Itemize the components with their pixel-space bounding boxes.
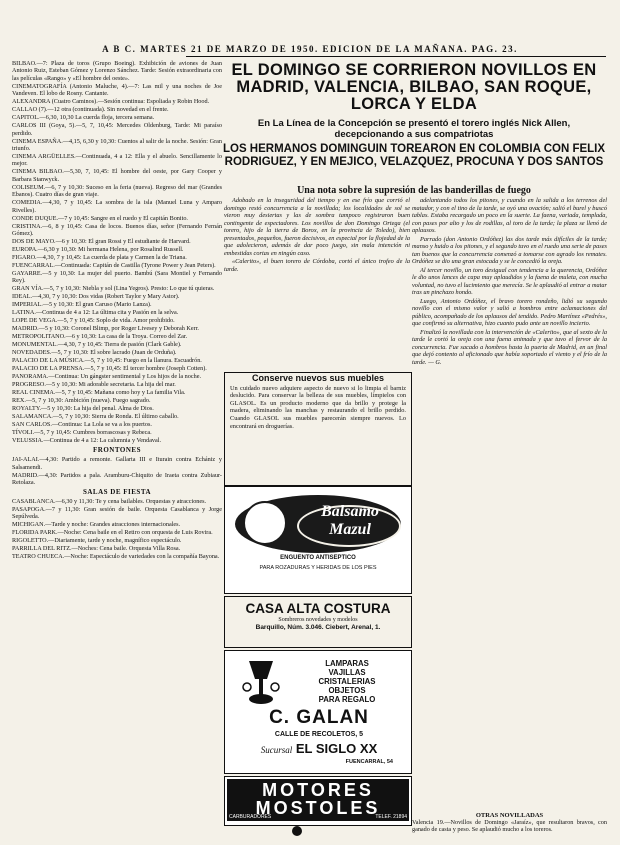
listing-entry: GAYARRE.—5 y 10,30: La mujer del puerto. Bambú (Sara Montiel y Fernando Rey). <box>12 270 222 285</box>
listing-entry: GRAN VÍA.—5, 7 y 10,30: Niebla y sol (Lina Yegros). Presto: Lo que tú quieras. <box>12 285 215 293</box>
listing-entry: REX.—5, 7 y 10,30: Ambición (nueva). Fuego sagrado. <box>12 397 151 405</box>
balsamo-badge-icon <box>243 501 287 545</box>
header-rule <box>186 56 606 57</box>
listing-entry: IDEAL.—4,30, 7 y 10,30: Dos vidas (Robert Taylor y Mary Astor). <box>12 293 180 301</box>
listing-entry: COMEDIA.—4,30, 7 y 10,45: La sombra de la isla (Manuel Luna y Amparo Rivelles). <box>12 199 222 214</box>
balsamo-brand-1: Balsamo <box>321 503 379 520</box>
article-paragraph: Al tercer novillo, un toro desigual con tendencia a la querencia, Ordóñez le dio unos lances de capa muy aplaudidos y la faena de muleta, con mucha voluntad, no tuvo el lucimiento que merecía. Se le aplaudió al entrar a matar tras un pinchazo hondo. <box>412 266 607 296</box>
galan-goods-item: LAMPARAS <box>325 659 369 668</box>
article-paragraph: Finalizó la novillada con la intervención de «Calerito», que al sexto de la tarde le cortó la oreja con una faena animada y que tuvo el fervor de la concurrencia. Fue sacado a hombros hasta la puerta de Madrid, en un final que dejó contento al aficionado que había soportado el viento y el frío de la tarde. — G. <box>412 328 607 366</box>
sala-entry: PASAPOGA.—7 y 11,30: Gran sesión de baile. Orquesta Casablanca y Jorge Sepúlveda. <box>12 505 222 521</box>
listings-column <box>12 60 222 840</box>
listing-entry: VELUSSIA.—Continua de 4 a 12: La calumnia y Vendaval. <box>12 437 162 445</box>
article-paragraph: Parrado (don Antonio Ordóñez) las dos tarde más difíciles de la tarde; manso y huido a los pitones, y el segundo tuvo en el ruedo una serie de pases tan buenos que la concurrencia comenzó a tomarse con agrado los remates. Ordóñez se dio una gran estocada y se le concedió la oreja. <box>412 235 607 265</box>
article-paragraph: Luego, Antonio Ordóñez, el bravo torero rondeño, lidió su segundo novillo con el mismo valor y salió a hombros entre aclamaciones del público, acompañado de los aplausos del tendido. Pedro Martínez «Pedrés», que confirmó su alternativa, hizo cuanto pudo ante un novillo incierto. <box>412 297 607 327</box>
motores-small-right: TELEF. 21894 <box>375 814 407 820</box>
article-paragraph: adelantando todos los pitones, y cuando en la salida a los terrenos del matador, y con el tino de la tarde, se oyó una ovación; salió el burel y buscó tablas. Estaba recargado un poco en la suerte. La faena, variada, templada, con pases por alto y los de rodillas, al toro de la tarde; la plaza se llenó de aplausos. <box>412 197 607 234</box>
ad-costura <box>224 596 412 648</box>
costura-title: CASA ALTA COSTURA <box>245 601 391 616</box>
listing-entry: CINEMA ARGÜELLES.—Continuada, 4 a 12: Ella y el abuelo. Sencillamente lo mejor. <box>12 153 222 168</box>
ad-furniture-body: Un cuidado nuevo adquiere aspecto de nuevo si lo limpia el barniz deslucido. Para conservar la belleza de sus muebles, límpielos con GLASOL. Es un producto moderno que da brillo y protege la madera, eliminando las manchas y restaurando el brillo perdido. Cuando GLASOL sus muebles parecerán siempre nuevos. Lo encontrará en droguerías. <box>230 384 406 430</box>
article-headline: EL DOMINGO SE CORRIERON NOVILLOS EN MADRID, VALENCIA, BILBAO, SAN ROQUE, LORCA Y ELDA <box>231 61 597 113</box>
article-column-2 <box>412 197 607 809</box>
footnote <box>412 812 607 834</box>
listing-entry: COLISEUM.—6, 7 y 10,30: Suceso en la feria (nueva). Regreso del mar (Grandes Ebanos). Cuatro días de gran viaje. <box>12 183 222 199</box>
balsamo-tagline: ENGUENTO ANTISEPTICO <box>280 555 356 561</box>
listing-entry: CARLOS III (Goya, 5).—5, 7, 10,45: Mercedes Oldenburg, Tarde: Mi paraíso perdido. <box>12 122 222 137</box>
page-mark-icon <box>292 826 302 836</box>
footnote-text: Valencia 19.—Novillos de Domingo «Jaraíz», que resultaron bravos, con ganado de casta y peso. Se aplaudió mucho a los toreros. <box>412 819 607 834</box>
section-title: SALAS DE FIESTA <box>82 487 152 496</box>
ad-galan <box>224 650 412 774</box>
article-column-1 <box>224 197 410 367</box>
sala-entry: CASABLANCA.—6,30 y 11,30: Te y cena bailables. Orquestas y atracciones. <box>12 497 207 505</box>
sala-entry: TEATRO CHUECA.—Noche: Espectáculo de variedades con la compañía Bayona. <box>12 553 220 561</box>
galan-goods-item: OBJETOS <box>328 686 366 695</box>
fronton-entry: JAI-ALAI.—4,30: Partido a remonte. Gallarta III e Iturain contra Echániz y Salsamendi. <box>12 456 222 471</box>
motores-line-2: MOSTOLES <box>255 798 381 818</box>
listing-entry: CALLAO (7).—12 otra (continuada). Sin novedad en el frente. <box>12 106 169 114</box>
listing-entry: IMPERIAL.—5 y 10,30: El gran Caruso (Mario Lanza). <box>12 301 152 309</box>
ad-balsamo <box>224 486 412 594</box>
listing-entry: REAL CINEMA.—5, 7 y 10,45: Mañana como hoy y La familia Vila. <box>12 389 186 397</box>
listing-entry: NOVEDADES.—5, 7 y 10,30: El sobre lacrado (Juan de Orduña). <box>12 349 177 357</box>
galan-goods-item: CRISTALERIAS <box>318 677 376 686</box>
galan-goods-item: PARA REGALO <box>318 695 376 704</box>
article-paragraph: «Calerito», el buen torero de Córdoba, cortó el único trofeo de la tarde. <box>224 258 410 273</box>
article-paragraph: Adobado en la inseguridad del tiempo y en ese frío que corrió el domingo restó concurrencia a la novillada; los localidades de sol se vieron muy desiertas y las de sombra tampoco registraron buen contingente de espectadores. Los novillos de don Domingo Ortega (el torero, hijo de la tierra de Borox, en la provincia de Toledo), bien presentados, pequeños, fueron decisivos, en especial por la flojedad de la que adolecieron, además de dar poco juego, sin mala intención ni embestidas cortas en ningún caso. <box>224 197 410 257</box>
listing-entry: MADRID.—5 y 10,30: Coronel Blimp, por Roger Livesey y Deborah Kerr. <box>12 325 199 333</box>
article-subhead-3: Una nota sobre la supresión de las banderillas de fuego <box>297 185 531 196</box>
listing-entry: LOPE DE VEGA.—5, 7 y 10,45: Soplo de vida. Amor prohibido. <box>12 317 175 325</box>
galan-name: C. GALAN <box>269 707 369 728</box>
motores-small-left: CARBURADORES <box>229 814 272 820</box>
article-subhead-1: En La Línea de la Concepción se presentó el torero inglés Nick Allen, decepcionando a sus compatriotas <box>257 118 571 140</box>
listing-entry: MONUMENTAL.—4,30, 7 y 10,45: Tierra de pasión (Clark Gable). <box>12 341 182 349</box>
listing-entry: ALEXANDRA (Cuatro Caminos).—Sesión continua: Espoliada y Robin Hood. <box>12 98 210 106</box>
listing-entry: SAN CARLOS.—Continua: La Lola se va a los puertos. <box>12 421 152 429</box>
sala-entry: RIGOLETTO.—Diariamente, tarde y noche, magnífico espectáculo. <box>12 537 182 545</box>
galan-branch-street: FUENCARRAL, 54 <box>345 759 393 765</box>
listing-entry: FIGARO.—4,30, 7 y 10,45: La cuerda de plata y Carmen la de Triana. <box>12 254 187 262</box>
balsamo-usage: PARA ROZADURAS Y HERIDAS DE LOS PIES <box>259 565 377 571</box>
listing-entry: CRISTINA.—6, 8 y 10,45: Casa de locos. Buenos días, señor (Fernando Fernán Gómez). <box>12 222 222 238</box>
running-head: A B C. MARTES 21 DE MARZO DE 1950. EDICION DE LA MAÑANA. PAG. 23. <box>102 44 518 54</box>
fronton-entry: MADRID.—4,30: Partidos a pala. Aramburu-Chiquito de Iraeta contra Zubiaur-Retolaza. <box>12 471 222 487</box>
article-subhead-2: LOS HERMANOS DOMINGUIN TOREARON EN COLOMBIA CON FELIX RODRIGUEZ, Y EN MEJICO, VELAZQUEZ, PROCUNA Y DOS SANTOS <box>222 143 606 168</box>
galan-branch-label: Sucursal <box>260 745 293 755</box>
motores-line-1: MOTORES <box>262 780 374 800</box>
ad-furniture-title: Conserve nuevos sus muebles <box>251 373 385 383</box>
galan-goods-item: VAJILLAS <box>328 668 366 677</box>
listing-entry: PANORAMA.—Continua: Un gángster sentimental y Los hijos de la noche. <box>12 373 201 381</box>
section-title: FRONTONES <box>93 445 141 454</box>
balsamo-oval <box>235 495 401 553</box>
listing-entry: LATINA.—Continua de 4 a 12: La última cita y Pasión en la selva. <box>12 309 179 317</box>
costura-subtitle: Sombreros novedades y modelos <box>278 617 358 623</box>
listing-entry: ROYALTY.—5 y 10,30: La hija del penal. Alma de Dios. <box>12 405 154 413</box>
listing-entry: EUROPA.—6,30 y 10,30: Mi hermana Helena, por Rosalind Russell. <box>12 246 184 254</box>
listing-entry: DOS DE MAYO.—6 y 10,30: El gran Rossi y El estudiante de Harvard. <box>12 238 191 246</box>
galan-branch <box>231 741 407 756</box>
listing-entry: SALAMANCA.—5, 7 y 10,30: Sierra de Ronda. El último caballo. <box>12 413 179 421</box>
sala-entry: PARRILLA DEL RITZ.—Noches: Cena baile. Orquesta Villa Rosa. <box>12 545 181 553</box>
listing-entry: CINEMA BILBAO.—5,30, 7, 10,45: El hombre del oeste, por Gary Cooper y Barbara Stanwyck. <box>12 168 222 183</box>
listing-entry: TÍVOLI.—5, 7 y 10,45: Cumbres borrascosas y Rebeca. <box>12 429 152 437</box>
galan-branch-name: EL SIGLO XX <box>295 741 378 756</box>
costura-address: Barquillo, Núm. 3.046. Ciebert, Arenal, 1. <box>255 624 381 631</box>
ad-furniture-polish <box>224 372 412 486</box>
footnote-title: OTRAS NOVILLADAS <box>475 812 544 819</box>
listing-entry: CONDE DUQUE.—7 y 10,45: Sangre en el ruedo y El capitán Bonito. <box>12 214 188 222</box>
galan-goods <box>287 659 407 704</box>
listing-entry: METROPOLITANO.—6 y 10,30: La casa de la Troya. Correo del Zar. <box>12 333 188 341</box>
listing-entry: BILBAO.—7: Plaza de toros (Grupo Boeing). Exhibición de aviones de Juan Antonio Ruiz, Esteban Gómez y Lorenzo Sánchez. Tarde: Sesión extraordinaria con las películas «Rango» y «El hombre del oeste». <box>12 60 222 82</box>
sala-entry: FLORIDA PARK.—Noche: Cena baile en el Retiro con orquesta de Luis Rovira. <box>12 529 213 537</box>
listing-entry: PALACIO DE LA MÚSICA.—5, 7 y 10,45: Fuego en la llanura. Escuadrón. <box>12 357 202 365</box>
listing-entry: CAPITOL.—6,30, 10,30 La cuerda floja, tercera semana. <box>12 114 155 122</box>
balsamo-brand-2: Mazul <box>329 521 371 538</box>
listing-entry: PALACIO DE LA PRENSA.—5, 7 y 10,45: El tercer hombre (Joseph Cotten). <box>12 365 207 373</box>
listing-entry: FUENCARRAL.—Continuada: Capitán de Castilla (Tyrone Power y Jean Peters). <box>12 262 216 270</box>
listing-entry: PROGRESO.—5 y 10,30: Mi adorable secretaria. La hija del mar. <box>12 381 176 389</box>
galan-street: CALLE DE RECOLETOS, 5 <box>274 731 364 738</box>
ad-motores <box>224 776 412 826</box>
listing-entry: CINEMA ESPAÑA.—4,15, 6,30 y 10,30: Cuentos al salir de la noche. Sesión: Gran triunfo. <box>12 137 222 153</box>
sala-entry: MICHIGAN.—Tarde y noche: Grandes atracciones internacionales. <box>12 521 181 529</box>
listing-entry: CINEMATOGRAFÍA (Antonio Maluche, 4).—7: Las mil y una noches de Joe Vandeven. El lobo de Rosny. Cantante. <box>12 82 222 98</box>
lamp-icon <box>239 657 283 707</box>
